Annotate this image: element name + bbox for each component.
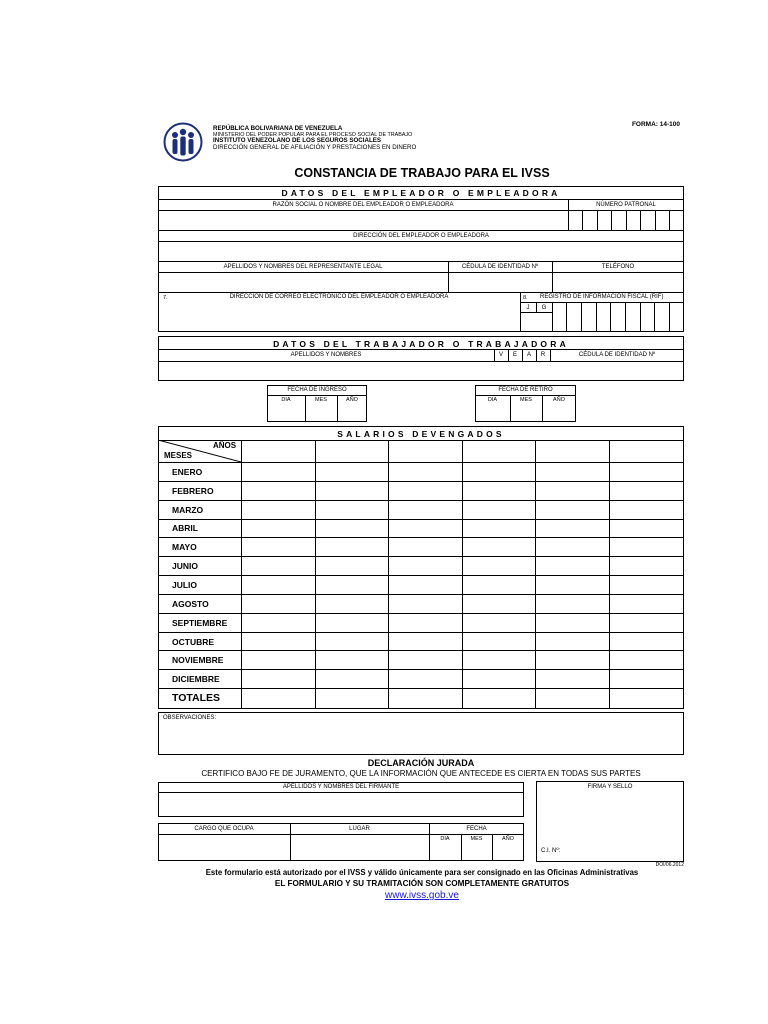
fecha-ingreso-label: FECHA DE INGRESO xyxy=(287,387,347,393)
razon-social-label: RAZÓN SOCIAL O NOMBRE DEL EMPLEADOR O EMPLEADORA xyxy=(272,202,454,208)
month-marzo: MARZO xyxy=(172,505,204,515)
month-julio: JULIO xyxy=(172,580,198,590)
fecha-mes: MES xyxy=(470,836,483,842)
rif-label: REGISTRO DE INFORMACIÓN FISCAL (RIF) xyxy=(540,294,664,300)
fecha-retiro-input[interactable] xyxy=(476,404,575,421)
fecha-ingreso-anio: AÑO xyxy=(346,397,358,403)
header-ministry: MINISTERIO DEL PODER POPULAR PARA EL PROCESO SOCIAL DE TRABAJO xyxy=(213,131,413,138)
razon-social-field[interactable] xyxy=(159,211,567,229)
footer-authorization: Este formulario está autorizado por el IVSS y válido únicamente para ser consignado en las Oficinas Administrativas xyxy=(205,868,639,877)
ivss-logo xyxy=(163,122,203,162)
fecha-retiro-label: FECHA DE RETIRO xyxy=(498,387,553,393)
observaciones-field[interactable] xyxy=(159,724,683,754)
fecha-retiro-anio: AÑO xyxy=(553,397,565,403)
worker-data-field[interactable] xyxy=(159,362,683,380)
header-republic: REPÚBLICA BOLIVARIANA DE VENEZUELA xyxy=(213,125,343,132)
fecha-dia: DIA xyxy=(440,836,450,842)
correo-label: DIRECCIÓN DE CORREO ELECTRÓNICO DEL EMPLEADOR O EMPLEADORA xyxy=(229,294,449,300)
cedula-representante-field[interactable] xyxy=(449,273,551,291)
firmante-label: APELLIDOS Y NOMBRES DEL FIRMANTE xyxy=(282,784,400,790)
ci-field[interactable] xyxy=(565,846,681,858)
cedula-representante-label: CÉDULA DE IDENTIDAD Nº xyxy=(461,264,539,270)
firmante-field[interactable] xyxy=(159,793,523,816)
declaracion-title: DECLARACIÓN JURADA xyxy=(367,758,475,768)
anios-label: AÑOS xyxy=(213,441,237,450)
employer-section-title: DATOS DEL EMPLEADOR O EMPLEADORA xyxy=(281,188,561,198)
firma-sello-label: FIRMA Y SELLO xyxy=(587,784,633,790)
fecha-ingreso-input[interactable] xyxy=(268,404,366,421)
footer-gratuito: EL FORMULARIO Y SU TRAMITACIÓN SON COMPLETAMENTE GRATUITOS xyxy=(274,879,570,888)
form-code: FORMA: 14-100 xyxy=(631,121,680,128)
direccion-label: DIRECCIÓN DEL EMPLEADOR O EMPLEADORA xyxy=(353,233,489,239)
footer-website-link[interactable]: www.ivss.gob.ve xyxy=(385,890,459,901)
item-number-7: 7. xyxy=(163,295,168,301)
month-junio: JUNIO xyxy=(172,561,198,571)
worker-section-title: DATOS DEL TRABAJADOR O TRABAJADORA xyxy=(273,339,569,349)
representante-label: APELLIDOS Y NOMBRES DEL REPRESENTANTE LEGAL xyxy=(223,264,383,270)
nat-r[interactable]: R xyxy=(540,352,546,358)
numero-patronal-label: NÚMERO PATRONAL xyxy=(596,202,656,208)
nat-e[interactable]: E xyxy=(512,352,517,358)
meses-label: MESES xyxy=(164,451,193,460)
month-septiembre: SEPTIEMBRE xyxy=(172,618,228,628)
nat-v[interactable]: V xyxy=(498,352,503,358)
item-number-8: 8. xyxy=(523,295,528,301)
month-octubre: OCTUBRE xyxy=(172,637,215,647)
rif-number-cells[interactable] xyxy=(552,302,684,332)
correo-field[interactable] xyxy=(159,303,519,331)
page-title: CONSTANCIA DE TRABAJO PARA EL IVSS xyxy=(294,166,550,180)
direccion-field[interactable] xyxy=(159,242,683,260)
nat-a[interactable]: A xyxy=(526,352,531,358)
firma-sello-field[interactable] xyxy=(537,794,683,842)
fecha-label: FECHA xyxy=(466,826,487,832)
month-agosto: AGOSTO xyxy=(172,599,209,609)
ivss-logo-icon xyxy=(163,122,203,162)
fecha-retiro-mes: MES xyxy=(520,397,532,403)
worker-cedula-label: CÉDULA DE IDENTIDAD Nº xyxy=(578,352,656,358)
fecha-retiro-dia: DIA xyxy=(487,397,498,403)
lugar-label: LUGAR xyxy=(349,826,370,832)
lugar-field[interactable] xyxy=(291,835,428,860)
header-institute: INSTITUTO VENEZOLANO DE LOS SEGUROS SOCIALES xyxy=(213,137,381,145)
rif-type-j[interactable]: J xyxy=(526,305,530,311)
doc-code: DOI/06.2012 xyxy=(655,862,684,868)
declaracion-text: CERTIFICO BAJO FE DE JURAMENTO, QUE LA INFORMACIÓN QUE ANTECEDE ES CIERTA EN TODAS SUS PARTES xyxy=(201,769,641,778)
header-lines xyxy=(213,126,533,151)
month-mayo: MAYO xyxy=(172,542,197,552)
header-direction: DIRECCIÓN GENERAL DE AFILIACIÓN Y PRESTACIONES EN DINERO xyxy=(213,143,417,151)
fecha-ingreso-mes: MES xyxy=(315,397,327,403)
worker-name-label: APELLIDOS Y NOMBRES xyxy=(290,352,362,358)
salary-entry-grid[interactable] xyxy=(242,463,683,708)
salaries-section-title: SALARIOS DEVENGADOS xyxy=(337,429,505,439)
cargo-field[interactable] xyxy=(159,835,289,860)
fecha-ingreso-dia: DIA xyxy=(281,397,291,403)
fecha-field[interactable] xyxy=(430,844,523,860)
ci-label: C.I. Nº: xyxy=(541,848,561,854)
cargo-label: CARGO QUE OCUPA xyxy=(194,826,254,832)
fecha-anio: AÑO xyxy=(502,836,514,842)
telefono-field[interactable] xyxy=(553,273,683,291)
totales-label: TOTALES xyxy=(172,692,221,704)
month-diciembre: DICIEMBRE xyxy=(172,674,220,684)
telefono-label: TELÉFONO xyxy=(601,264,635,270)
observaciones-label: OBSERVACIONES: xyxy=(163,715,217,721)
rif-type-g[interactable]: G xyxy=(541,305,547,311)
numero-patronal-cells[interactable] xyxy=(568,210,684,230)
month-noviembre: NOVIEMBRE xyxy=(172,655,224,665)
representante-field[interactable] xyxy=(159,273,447,291)
month-enero: ENERO xyxy=(172,467,203,477)
month-febrero: FEBRERO xyxy=(172,486,214,496)
month-abril: ABRIL xyxy=(172,523,198,533)
